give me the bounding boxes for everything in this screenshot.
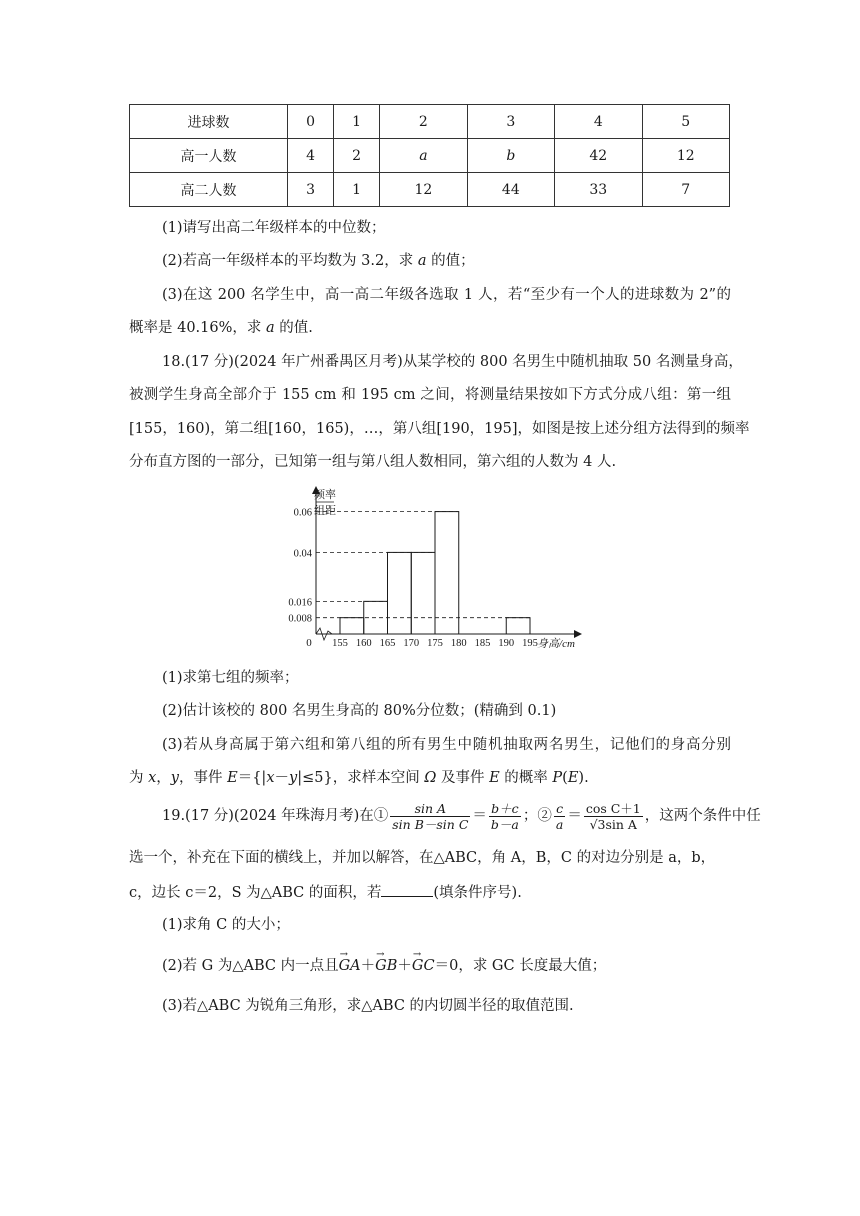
table-cell: 1 xyxy=(334,173,380,207)
table-cell: 1 xyxy=(334,105,380,139)
condition1-left-fraction: $\frac{\text{sin A}}{\text{sin B－sin C}}$ xyxy=(392,800,469,832)
y-label-top: 频率 xyxy=(314,489,336,501)
q19-part3: (3)若△ABC 为锐角三角形，求△ABC 的内切圆半径的取值范围. xyxy=(162,998,574,1014)
q18-part3-line2: 为 x，y，事件 E＝{|x－y|≤5}，求样本空间 Ω 及事件 E 的概率 P(E). xyxy=(129,770,589,786)
vector-gb: → GB xyxy=(375,956,397,976)
q19-part2: (2)若 G 为△ABC 内一点且→ GA＋→ GB＋→ GC＝0，求 GC 长度最大值； xyxy=(162,956,731,976)
histogram-bar xyxy=(435,512,459,634)
q18-line3: [155，160)，第二组[160，165)，…，第八组[190，195]，如图是按上述分组方法得到的频率 xyxy=(129,421,750,437)
table-cell: 7 xyxy=(642,173,729,207)
histogram-x-ticks xyxy=(332,638,538,649)
table-cell: 4 xyxy=(555,105,642,139)
q19-number: 19 xyxy=(162,808,181,824)
histogram-bars xyxy=(340,512,530,634)
table-cell: 33 xyxy=(555,173,642,207)
table-cell: 5 xyxy=(642,105,729,139)
table-row xyxy=(130,105,730,139)
table-cell: a xyxy=(380,139,467,173)
table-cell: 3 xyxy=(288,173,334,207)
table-row-header: 高一人数 xyxy=(130,139,288,173)
histogram-y-ticks xyxy=(288,508,312,625)
q19-line1: 19.(17 分)(2024 年珠海月考)在① $\frac{\text{sin A}}{\text{sin B－sin C}}$ ＝ $\frac{b+c}{b-a}$ ；② $\frac{c}{a}$ ＝ $\frac{\text{cos C＋1}}{\text{√3sin A}}$ ，这两个条件中任 xyxy=(162,800,761,832)
x-tick-label: 155 xyxy=(332,638,348,649)
x-axis-arrow xyxy=(574,630,582,638)
vector-ga: → GA xyxy=(339,956,361,976)
x-tick-label: 165 xyxy=(379,638,396,649)
q19-line2: 选一个，补充在下面的横线上，并加以解答，在△ABC，角 A，B，C 的对边分别是 a，b， xyxy=(129,850,716,866)
x-tick-label: 180 xyxy=(450,638,467,649)
condition1-right-fraction: $\frac{b+c}{b-a}$ xyxy=(490,800,519,832)
table-row-header: 高二人数 xyxy=(130,173,288,207)
q18-part2: (2)估计该校的 800 名男生身高的 80%分位数；(精确到 0.1) xyxy=(162,703,557,719)
table-row xyxy=(130,173,730,207)
x-tick-label: 195 xyxy=(522,638,538,649)
q18-line4: 分布直方图的一部分，已知第一组与第八组人数相同，第六组的人数为 4 人. xyxy=(129,454,617,470)
table-cell: b xyxy=(467,139,554,173)
table-cell: 0 xyxy=(288,105,334,139)
x-tick-label: 175 xyxy=(427,638,443,649)
x-tick-label: 185 xyxy=(474,638,491,649)
table-cell: 42 xyxy=(555,139,642,173)
q17-part3-line1: (3)在这 200 名学生中，高一高二年级各选取 1 人，若“至少有一个人的进球数为 2”的 xyxy=(162,287,731,303)
histogram-axes xyxy=(312,486,582,640)
x-tick-label: 160 xyxy=(355,638,372,649)
y-tick-label: 0.04 xyxy=(293,548,312,560)
vector-gc: → GC xyxy=(412,956,435,976)
x-axis-label: 身高/cm xyxy=(537,638,575,650)
table-cell: 44 xyxy=(467,173,554,207)
q17-part1: (1)请写出高二年级样本的中位数； xyxy=(162,220,386,236)
histogram-bar xyxy=(388,552,412,634)
q19-line3: c，边长 c＝2，S 为△ABC 的面积，若 (填条件序号). xyxy=(129,882,731,903)
table-cell: 12 xyxy=(380,173,467,207)
table-cell: 2 xyxy=(334,139,380,173)
table-cell: 12 xyxy=(642,139,729,173)
q18-line2: 被测学生身高全部介于 155 cm 和 195 cm 之间，将测量结果按如下方式分成八组：第一组 xyxy=(129,387,731,403)
q18-line1: 18.(17 分)(2024 年广州番禺区月考)从某学校的 800 名男生中随机抽取 50 名测量身高， xyxy=(162,354,743,370)
table-cell: 4 xyxy=(288,139,334,173)
histogram-bar xyxy=(506,618,530,634)
q17-part3-line2: 概率是 40.16%，求 a 的值. xyxy=(129,320,313,336)
answer-blank xyxy=(381,882,433,897)
y-tick-label: 0.06 xyxy=(293,507,312,519)
y-tick-label: 0.016 xyxy=(288,597,312,609)
condition2-left-fraction: $\frac{c}{a}$ xyxy=(555,800,564,832)
table-row xyxy=(130,139,730,173)
x-tick-label: 190 xyxy=(498,638,515,649)
q18-part1: (1)求第七组的频率； xyxy=(162,670,299,686)
q18-part3-line1: (3)若从身高属于第六组和第八组的所有男生中随机抽取两名男生，记他们的身高分别 xyxy=(162,737,731,753)
histogram-bar xyxy=(411,552,435,634)
table-row-header: 进球数 xyxy=(130,105,288,139)
origin-label: 0 xyxy=(306,637,312,649)
condition2-right-fraction: $\frac{\text{cos C＋1}}{\text{√3sin A}}$ xyxy=(585,800,641,832)
table-cell: 2 xyxy=(380,105,467,139)
histogram-guides xyxy=(316,512,530,618)
q19-part1: (1)求角 C 的大小； xyxy=(162,917,290,933)
y-tick-label: 0.008 xyxy=(288,613,312,625)
q17-part2: (2)若高一年级样本的平均数为 3.2，求 a 的值； xyxy=(162,253,475,269)
score-table xyxy=(129,104,730,207)
table-cell: 3 xyxy=(467,105,554,139)
q18-number: 18 xyxy=(162,354,181,370)
histogram-bar xyxy=(340,618,364,634)
y-label-bottom: 组距 xyxy=(314,505,336,517)
x-tick-label: 170 xyxy=(403,638,420,649)
frequency-histogram xyxy=(272,484,592,656)
